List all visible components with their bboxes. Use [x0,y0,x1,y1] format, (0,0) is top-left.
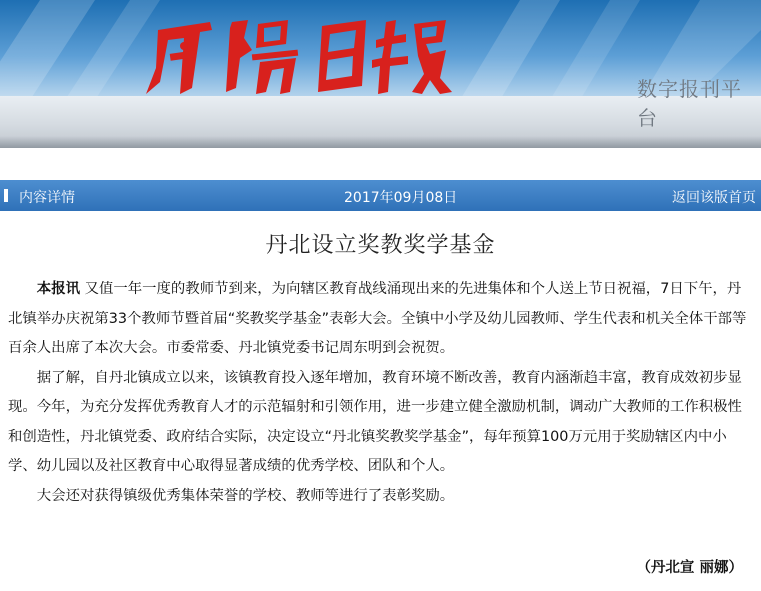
article-body [8,275,753,511]
masthead-shadow [0,136,761,148]
lead-tag: 本报讯 [36,281,80,297]
platform-label: 数字报刊平台 [637,77,742,130]
article-byline: （丹北宣 丽娜） [636,560,743,576]
paragraph-text: 大会还对获得镇级优秀集体荣誉的学校、教师等进行了表彰奖励。 [36,487,455,504]
section-marker-icon [4,189,8,202]
article-paragraph [8,364,753,482]
article-paragraph [8,482,753,512]
newspaper-logo [140,8,460,100]
navigation-bar [0,180,761,211]
masthead [0,0,761,148]
section-label: 内容详情 [19,190,75,206]
paragraph-text: 据了解，自丹北镇成立以来，该镇教育投入逐年增加，教育环境不断改善，教育内涵渐趋丰富，教育成效初步显现。今年，为充分发挥优秀教育人才的示范辐射和引领作用，进一步建立健全激励机制，调动广大教师的工作积极性和创造性，丹北镇党委、政府结合实际，决定设立“丹北镇奖教奖学基金”，每年预算100万元用于奖励辖区内中小学、幼儿园以及社区教育中心取得显著成绩的优秀学校、团队和个人。 [8,369,742,474]
back-to-page-link[interactable]: 返回该版首页 [672,190,756,206]
article-title: 丹北设立奖教奖学基金 [265,233,496,258]
article-paragraph [8,275,753,364]
paragraph-text: 又值一年一度的教师节到来，为向辖区教育战线涌现出来的先进集体和个人送上节日祝福，7日下午，丹北镇举办庆祝第33个教师节暨首届“奖教奖学基金”表彰大会。全镇中小学及幼儿园教师、学生代表和机关全体干部等百余人出席了本次大会。市委常委、丹北镇党委书记周东明到会祝贺。 [8,281,747,356]
issue-date: 2017年09月08日 [344,190,458,206]
